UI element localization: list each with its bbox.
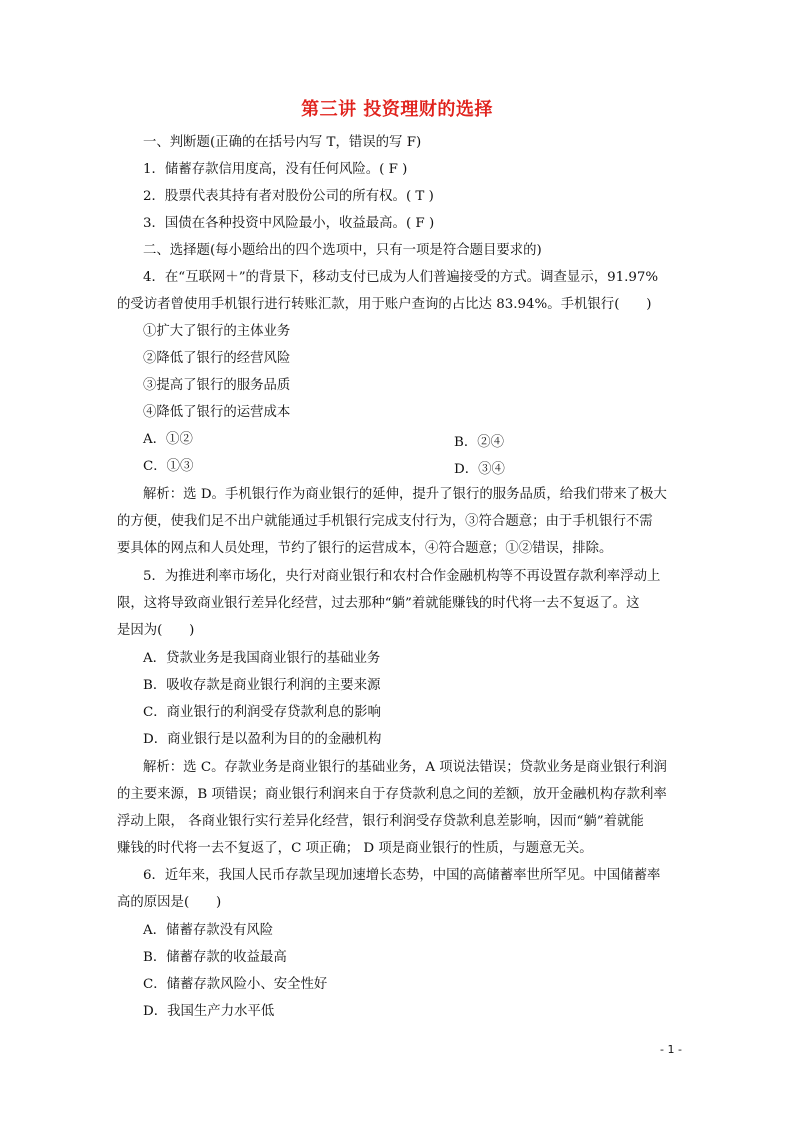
q5-stem-line-1: 5．为推进利率市场化，央行对商业银行和农村合作金融机构等不再设置存款利率浮动上 xyxy=(143,569,661,584)
q4-option-d: D．③④ xyxy=(454,462,505,477)
q4-analysis-line-2: 的方便，使我们足不出户就能通过手机银行完成支付行为，③符合题意；由于手机银行不需 xyxy=(117,514,653,529)
q5-option-c: C．商业银行的利润受存贷款利息的影响 xyxy=(143,705,381,720)
q4-option-c: C．①③ xyxy=(143,459,194,474)
tf-item-3: 3．国债在各种投资中风险最小，收益最高。( F ) xyxy=(143,216,435,231)
q6-stem-line-2: 高的原因是( ) xyxy=(117,895,222,910)
q4-statement-2: ②降低了银行的经营风险 xyxy=(143,351,291,366)
q4-statement-1: ①扩大了银行的主体业务 xyxy=(143,324,291,339)
q5-stem-line-2: 限，这将导致商业银行差异化经营，过去那种“躺”着就能赚钱的时代将一去不复返了。这 xyxy=(117,596,640,611)
q6-option-c: C．储蓄存款风险小、安全性好 xyxy=(143,977,328,992)
q5-option-b: B．吸收存款是商业银行利润的主要来源 xyxy=(143,678,381,693)
q5-analysis-line-4: 赚钱的时代将一去不复返了，C 项正确； D 项是商业银行的性质，与题意无关。 xyxy=(117,841,593,856)
q6-option-d: D．我国生产力水平低 xyxy=(143,1004,275,1019)
q5-option-a: A．贷款业务是我国商业银行的基础业务 xyxy=(143,651,381,666)
q4-option-b: B．②④ xyxy=(454,435,505,450)
q4-stem-line-1: 4．在“互联网＋”的背景下，移动支付已成为人们普遍接受的方式。调查显示，91.97% xyxy=(143,270,659,285)
page-title: 第三讲 投资理财的选择 xyxy=(301,99,493,120)
q5-stem-line-3: 是因为( ) xyxy=(117,623,195,638)
q4-stem-line-2: 的受访者曾使用手机银行进行转账汇款，用于账户查询的占比达 83.94%。手机银行( ) xyxy=(117,297,652,312)
q6-option-b: B．储蓄存款的收益最高 xyxy=(143,950,287,965)
q6-option-a: A．储蓄存款没有风险 xyxy=(143,923,274,938)
section1-heading: 一、判断题(正确的在括号内写 T，错误的写 F) xyxy=(143,135,422,150)
q5-analysis-line-2: 的主要来源，B 项错误；商业银行利润来自于存贷款利息之间的差额，放开金融机构存款利率 xyxy=(117,787,667,802)
q4-option-a: A．①② xyxy=(143,432,193,447)
section2-heading: 二、选择题(每小题给出的四个选项中，只有一项是符合题目要求的) xyxy=(143,243,542,258)
q4-analysis-line-1: 解析：选 D。手机银行作为商业银行的延伸，提升了银行的服务品质，给我们带来了极大 xyxy=(143,487,667,502)
q6-stem-line-1: 6．近年来，我国人民币存款呈现加速增长态势，中国的高储蓄率世所罕见。中国储蓄率 xyxy=(143,868,661,883)
q5-option-d: D．商业银行是以盈利为目的的金融机构 xyxy=(143,732,382,747)
tf-item-2: 2．股票代表其持有者对股份公司的所有权。( T ) xyxy=(143,189,434,204)
q5-analysis-line-1: 解析：选 C。存款业务是商业银行的基础业务，A 项说法错误；贷款业务是商业银行利润 xyxy=(143,760,667,775)
q4-analysis-line-3: 要具体的网点和人员处理，节约了银行的运营成本，④符合题意；①②错误，排除。 xyxy=(117,541,613,556)
tf-item-1: 1．储蓄存款信用度高，没有任何风险。( F ) xyxy=(143,162,408,177)
page-number: - 1 - xyxy=(660,1043,682,1056)
q5-analysis-line-3: 浮动上限， 各商业银行实行差异化经营，银行利润受存贷款利息差影响，因而“躺”着就能 xyxy=(117,814,644,829)
q4-statement-4: ④降低了银行的运营成本 xyxy=(143,405,291,420)
q4-statement-3: ③提高了银行的服务品质 xyxy=(143,378,291,393)
